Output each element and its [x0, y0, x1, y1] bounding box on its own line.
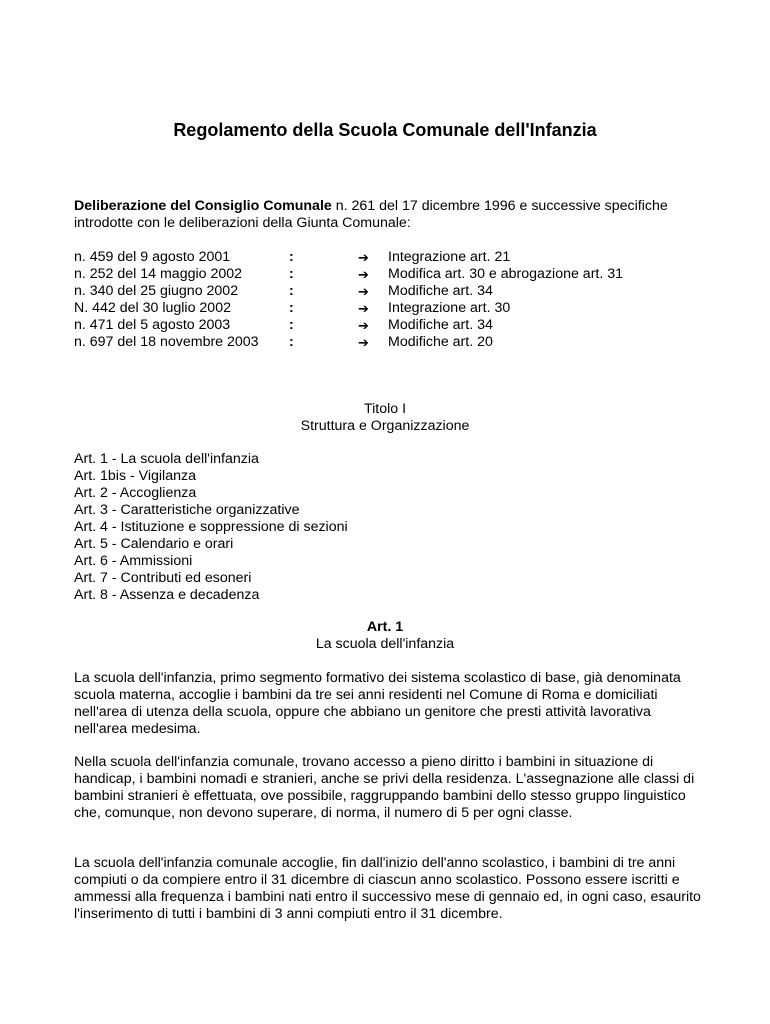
article-paragraph: La scuola dell'infanzia comunale accoglie, fin dall'inizio dell'anno scolastico, i bambini di tre anni compiuti o da compiere entro il 31 dicembre di ciascun anno scolastico. Possono essere iscritti e ammessi alla frequenza i bambini nati entro il successivo mese di gennaio ed, in ogni caso, esaurito l'inserimento di tutti i bambini di 3 anni compiuti entro il 31 dicembre.	[74, 855, 701, 922]
amendment-change: Integrazione art. 21	[388, 249, 511, 265]
intro-bold: Deliberazione del Consiglio Comunale	[74, 198, 332, 214]
amendment-ref: n. 252 del 14 maggio 2002	[74, 266, 243, 282]
toc-item: Art. 1bis - Vigilanza	[74, 468, 196, 484]
arrow-right-icon: ➔	[358, 318, 369, 333]
amendment-separator: :	[289, 249, 294, 265]
amendment-separator: :	[289, 300, 294, 316]
intro-text: n. 261 del 17 dicembre 1996 e successive specifiche introdotte con le deliberazioni della Giunta Comunale:	[74, 198, 668, 231]
amendment-row	[74, 300, 704, 317]
amendment-ref: n. 697 del 18 novembre 2003	[74, 334, 259, 350]
amendment-change: Integrazione art. 30	[388, 300, 511, 316]
article-title: La scuola dell'infanzia	[315, 636, 455, 652]
amendment-row	[74, 266, 704, 283]
toc-item: Art. 2 - Accoglienza	[74, 485, 197, 501]
arrow-right-icon: ➔	[358, 301, 369, 316]
amendment-ref: N. 442 del 30 luglio 2002	[74, 300, 231, 316]
arrow-right-icon: ➔	[358, 284, 369, 299]
titolo-subtitle: Struttura e Organizzazione	[300, 418, 470, 434]
amendment-ref: n. 471 del 5 agosto 2003	[74, 317, 231, 333]
arrow-right-icon: ➔	[358, 335, 369, 350]
toc-item: Art. 6 - Ammissioni	[74, 553, 193, 569]
amendment-row	[74, 283, 704, 300]
amendment-separator: :	[289, 317, 294, 333]
toc-item: Art. 4 - Istituzione e soppressione di sezioni	[74, 519, 348, 535]
amendment-change: Modifiche art. 34	[388, 317, 493, 333]
amendment-change: Modifica art. 30 e abrogazione art. 31	[388, 266, 624, 282]
amendment-row	[74, 317, 704, 334]
arrow-right-icon: ➔	[358, 267, 369, 282]
amendment-change: Modifiche art. 20	[388, 334, 493, 350]
article-heading	[0, 619, 770, 653]
titolo-heading	[0, 401, 770, 435]
titolo-label: Titolo I	[363, 401, 407, 417]
amendment-row	[74, 334, 704, 351]
article-number: Art. 1	[366, 619, 404, 635]
toc-item: Art. 5 - Calendario e orari	[74, 536, 234, 552]
toc-item: Art. 8 - Assenza e decadenza	[74, 587, 260, 603]
amendment-change: Modifiche art. 34	[388, 283, 493, 299]
amendment-ref: n. 340 del 25 giugno 2002	[74, 283, 239, 299]
amendment-ref: n. 459 del 9 agosto 2001	[74, 249, 231, 265]
amendments-list	[74, 249, 704, 351]
article-paragraph: La scuola dell'infanzia, primo segmento formativo dei sistema scolastico di base, già denominata scuola materna, accoglie i bambini da tre sei anni residenti nel Comune di Roma e domiciliati nell'area di utenza della scuola, oppure che abbiano un genitore che presti attività lavorativa nell'area medesima.	[74, 670, 681, 737]
arrow-right-icon: ➔	[358, 250, 369, 265]
toc-item: Art. 1 - La scuola dell'infanzia	[74, 451, 259, 467]
intro-paragraph	[74, 198, 704, 232]
article-paragraph: Nella scuola dell'infanzia comunale, trovano accesso a pieno diritto i bambini in situazione di handicap, i bambini nomadi e stranieri, anche se privi della residenza. L'assegnazione alle classi di bambini stranieri è effettuata, ove possibile, raggruppando bambini dello stesso gruppo linguistico che, comunque, non devono superare, di norma, il numero di 5 per ogni classe.	[74, 754, 695, 821]
document-title: Regolamento della Scuola Comunale dell'Infanzia	[173, 120, 597, 140]
amendment-separator: :	[289, 283, 294, 299]
toc-item: Art. 3 - Caratteristiche organizzative	[74, 502, 300, 518]
amendment-separator: :	[289, 334, 294, 350]
amendment-separator: :	[289, 266, 294, 282]
table-of-contents	[74, 451, 704, 604]
amendment-row	[74, 249, 704, 266]
toc-item: Art. 7 - Contributi ed esoneri	[74, 570, 252, 586]
